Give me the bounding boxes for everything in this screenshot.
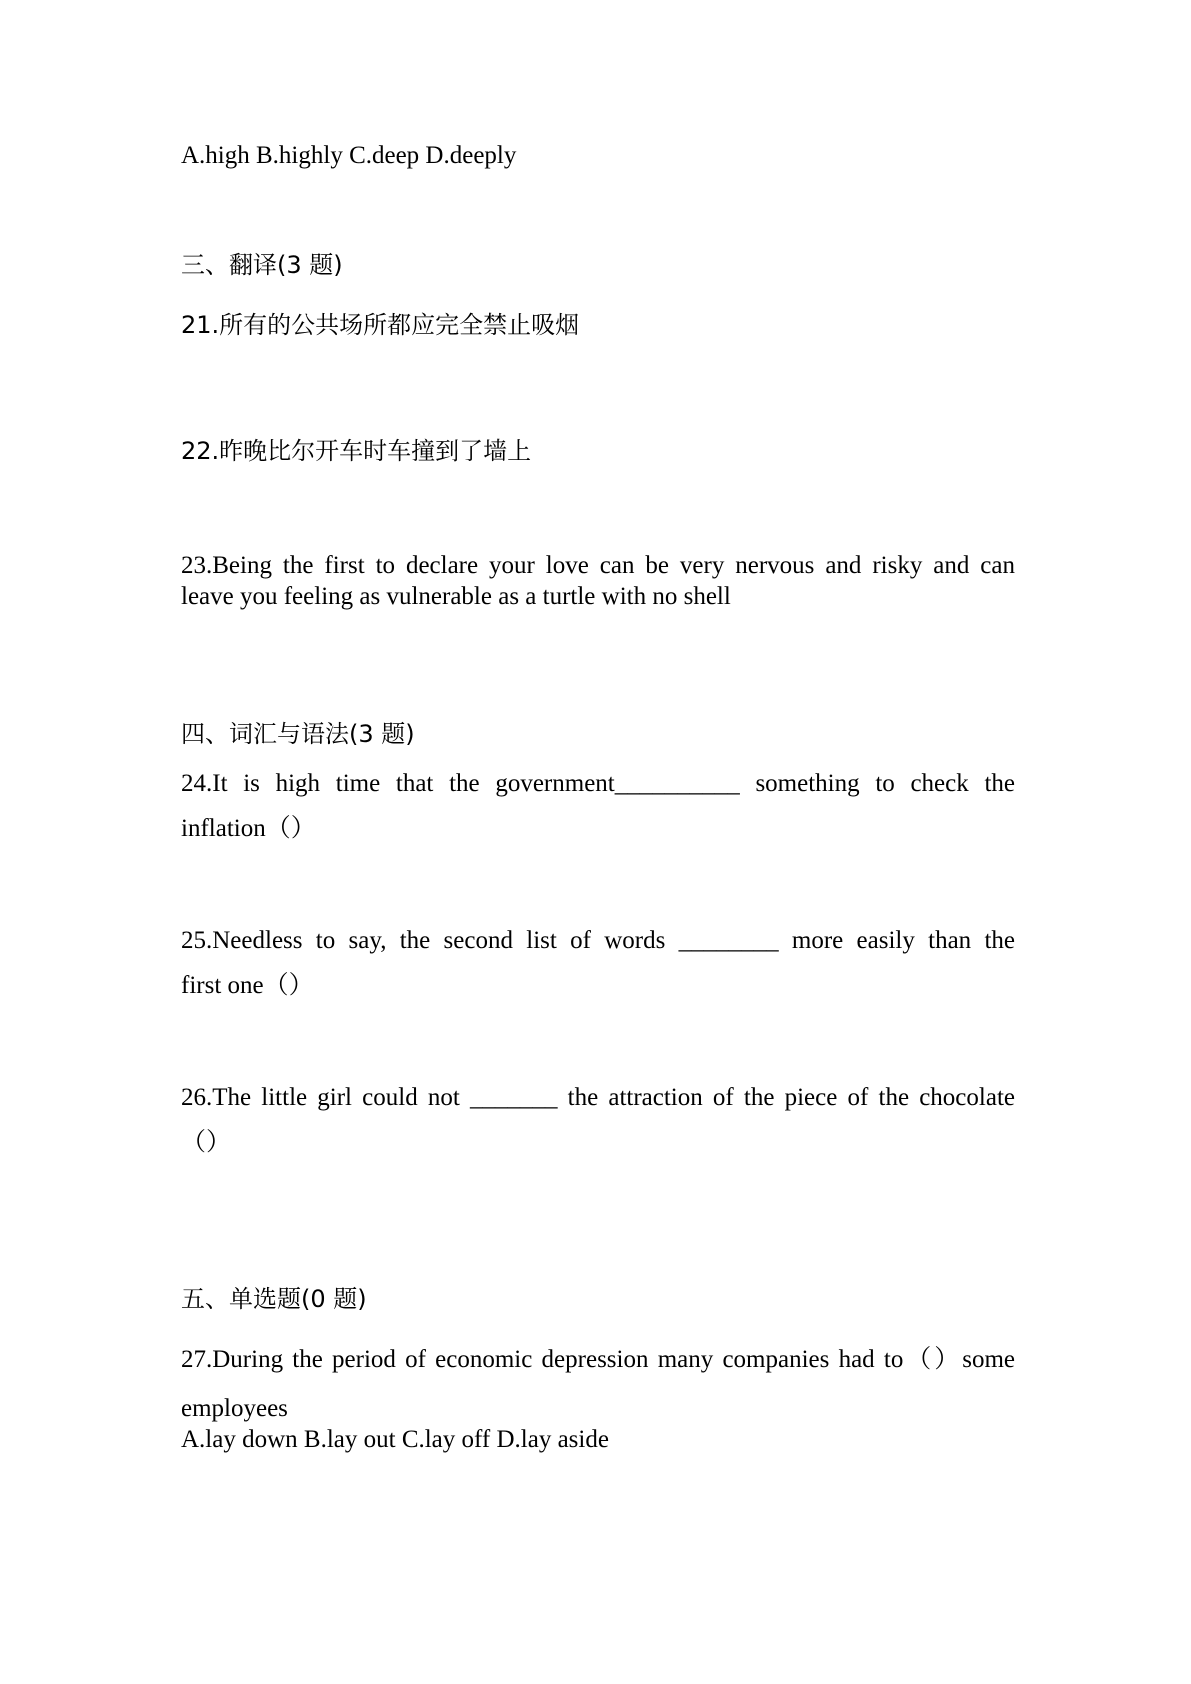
section3-title: 三、翻译(3 题) <box>181 251 343 279</box>
question-23-line1: 23.Being the first to declare your love can be very nervous and risky and can <box>181 552 1015 579</box>
question-22: 22.昨晚比尔开车时车撞到了墙上 <box>181 437 532 465</box>
question-21: 21.所有的公共场所都应完全禁止吸烟 <box>181 311 580 339</box>
question-27-line1: 27.During the period of economic depression many companies had to（）some <box>181 1346 1015 1373</box>
question-26-line2: （） <box>181 1129 232 1156</box>
question-24-line1: 24.It is high time that the government__________ something to check the <box>181 770 1015 797</box>
question-27-line2: employees <box>181 1395 288 1422</box>
section4-title: 四、词汇与语法(3 题) <box>181 720 415 748</box>
question-25-line1: 25.Needless to say, the second list of words ________ more easily than the <box>181 927 1015 954</box>
question-26-line1: 26.The little girl could not _______ the attraction of the piece of the chocolate <box>181 1084 1015 1111</box>
section5-title: 五、单选题(0 题) <box>181 1285 367 1313</box>
question-24-line2: inflation（） <box>181 815 316 842</box>
q20-options: A.high B.highly C.deep D.deeply <box>181 142 517 169</box>
question-23-line2: leave you feeling as vulnerable as a turtle with no shell <box>181 583 731 610</box>
question-25-line2: first one（） <box>181 972 314 999</box>
question-27-options: A.lay down B.lay out C.lay off D.lay aside <box>181 1426 609 1453</box>
